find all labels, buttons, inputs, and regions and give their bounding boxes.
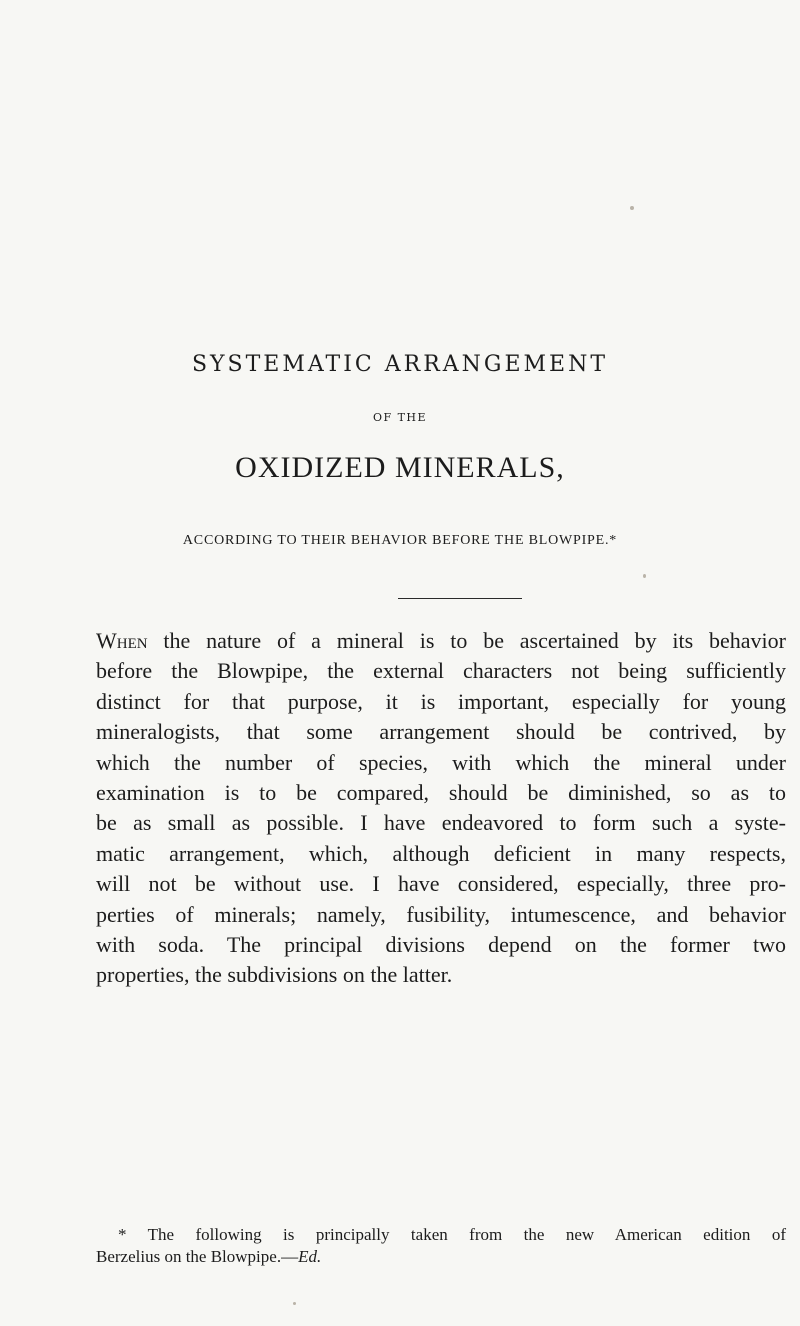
paragraph-line: which the number of species, with which the mineral under [96,749,786,775]
paragraph-line: with soda. The principal divisions depend on the former two [96,931,786,957]
footnote-line: * The following is principally taken from the new American edition of [118,1225,786,1244]
paragraph-line: examination is to be compared, should be diminished, so as to [96,779,786,805]
paper-speck [293,1302,296,1305]
lead-word: When [96,628,148,653]
paragraph-line: perties of minerals; namely, fusibility, intumescence, and behavior [96,901,786,927]
section-divider [398,598,522,599]
paragraph-line: distinct for that purpose, it is important, especially for young [96,688,786,714]
paragraph-line: be as small as possible. I have endeavored to form such a syste- [96,810,786,836]
paper-speck [643,574,646,578]
paper-speck [630,206,634,210]
footnote-line: Berzelius on the Blowpipe.—Ed. [96,1247,322,1266]
paragraph-line: mineralogists, that some arrangement should be contrived, by [96,719,786,745]
body-paragraph [96,626,786,991]
editor-note: Ed. [298,1247,322,1266]
paragraph-line: properties, the subdivisions on the latter. [96,962,453,988]
heading-oxidized-minerals: OXIDIZED MINERALS, [235,451,565,484]
paragraph-line: before the Blowpipe, the external characters not being sufficiently [96,658,786,684]
paragraph-line: will not be without use. I have considered, especially, three pro- [96,871,786,897]
heading-of-the: OF THE [372,411,428,424]
heading-subtitle: ACCORDING TO THEIR BEHAVIOR BEFORE THE BLOWPIPE.* [182,533,618,548]
footnote [96,1224,786,1268]
paragraph-line: matic arrangement, which, although deficient in many respects, [96,840,786,866]
heading-systematic-arrangement: SYSTEMATIC ARRANGEMENT [191,352,609,377]
paragraph-line: When the nature of a mineral is to be ascertained by its behavior [96,628,786,653]
